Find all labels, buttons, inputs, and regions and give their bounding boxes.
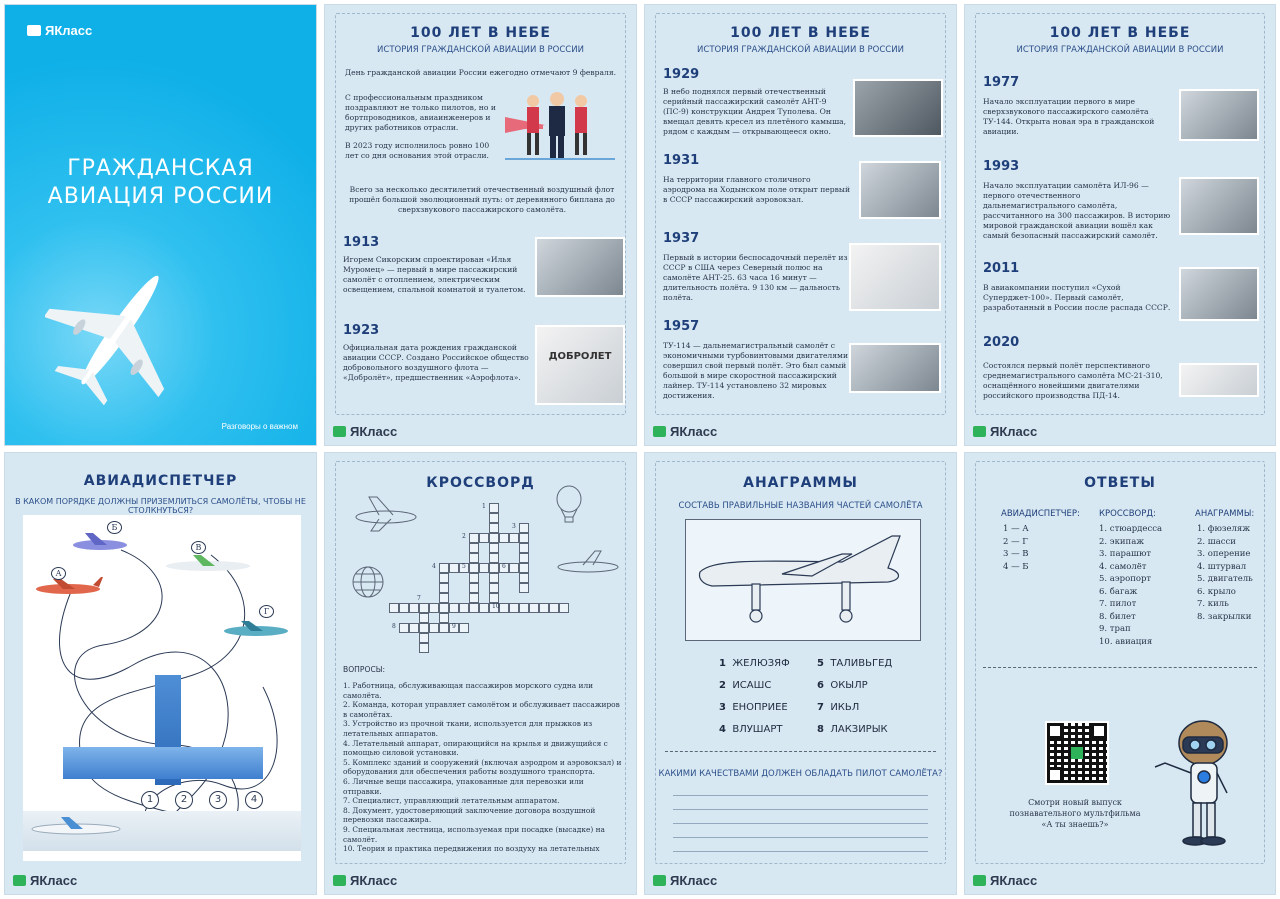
crossword-page [324,452,637,895]
plane-label-b: Б [107,521,122,534]
brand-logo: ЯКласс [653,873,717,888]
event-1923: Официальная дата рождения гражданской авиации СССР. Создано Российское общество добровольного воздушного флота — «Добролёт», предшественник «Аэрофлота». [343,343,529,382]
questions-heading: ВОПРОСЫ: [343,665,386,674]
plane-label-g: Г [259,605,274,618]
year-1937: 1937 [663,231,700,246]
cover-title [5,155,316,211]
intro-text-4: Всего за несколько десятилетий отечественный воздушный флот прошёл большой эволюционный путь: от деревянного биплана до сверхзвукового пассажирского самолёта. [349,185,615,214]
dashed-divider [983,667,1257,668]
book-icon [333,426,346,437]
cover-title-line1: ГРАЖДАНСКАЯ [67,156,254,181]
cover-page [4,4,317,446]
answers-heading-crossword: КРОССВОРД: [1099,509,1156,519]
event-1993: Начало эксплуатации самолёта ИЛ-96 — первого отечественного дальнемагистрального самолёта, рассчитанного на 300 пассажиров. В историю мировой гражданской авиации вошёл как самый безопасный пассажирский самолёт. [983,181,1171,240]
book-icon [973,875,986,886]
intro-text-3: В 2023 году исполнилось ровно 100 лет со дня основания этой отрасли. [345,141,490,160]
answer-line[interactable] [673,837,928,838]
event-1937: Первый в истории беспосадочный перелёт из СССР в США через Северный полюс на самолёте АНТ-25. 63 часа 16 минут — длительность полёта. 9 130 км — дальность полёта. [663,253,848,302]
anagram-left-list [719,653,790,741]
year-1957: 1957 [663,319,700,334]
answers-crossword: 1. стюардесса 2. экипаж 3. парашют 4. самолёт 5. аэропорт 6. багаж 7. пилот 8. билет 9. трап 10. авиация [1099,524,1163,647]
page-title: КРОССВОРД [426,475,535,491]
airplane-icon [71,531,129,557]
event-1957: ТУ-114 — дальнемагистральный самолёт с экономичными турбовинтовыми двигателями совершил свой первый полёт. Это был самый большой в мире скоростной пассажирский лайнер. ТУ-114 установлено 32 мировых достижения. [663,341,849,400]
timeline-page-1 [324,4,637,446]
page-subtitle: ИСТОРИЯ ГРАЖДАНСКОЙ АВИАЦИИ В РОССИИ [697,45,904,55]
robot-mascot-icon [1141,715,1251,865]
runway-number-4: 4 [245,791,263,809]
event-1977: Начало эксплуатации первого в мире сверхзвукового пассажирского самолёта ТУ-144. Открыта новая эра в гражданской авиации. [983,97,1155,136]
cover-logo: ЯКласс [27,23,92,38]
answer-line[interactable] [673,851,928,852]
plane-label-a: А [51,567,66,580]
page-title: 100 ЛЕТ В НЕБЕ [730,25,871,41]
page-subtitle: В КАКОМ ПОРЯДКЕ ДОЛЖНЫ ПРИЗЕМЛИТЬСЯ САМОЛЁТЫ, ЧТОБЫ НЕ СТОЛКНУТЬСЯ? [15,497,306,515]
photo-il-96 [1179,177,1259,235]
anagram-item: 5 ТАЛИВЬГЕД [817,658,893,669]
book-icon [27,25,41,36]
page-title: АНАГРАММЫ [743,475,858,491]
answer-line[interactable] [673,809,928,810]
answer-line[interactable] [673,823,928,824]
book-icon [13,875,26,886]
anagram-item: 7 ИКЬЛ [817,702,860,713]
anagram-item: 6 ОКЫЛР [817,680,868,691]
anagram-item: 4 ВЛУШАРТ [719,724,783,735]
crossword-grid: 1 2 3 4 5 6 7 8 9 10 [389,503,569,659]
answer-line[interactable] [673,795,928,796]
intro-text-2: С профессиональным праздником поздравляют не только пилотов, но и бортпроводников, авиаинженеров и других работников отрасли. [345,93,496,132]
photo-airport-1931 [859,161,941,219]
runway-number-3: 3 [209,791,227,809]
runway-number-2: 2 [175,791,193,809]
anagrams-page [644,452,957,895]
year-2011: 2011 [983,261,1020,276]
answers-heading-controller: АВИАДИСПЕТЧЕР: [1001,509,1080,519]
answers-anagrams: 1. фюзеляж 2. шасси 3. оперение 4. штурвал 5. двигатель 6. крыло 7. киль 8. закрылки [1197,524,1253,622]
airplane-drawing-frame [685,519,921,641]
year-2020: 2020 [983,335,1020,350]
pilot-question: КАКИМИ КАЧЕСТВАМИ ДОЛЖЕН ОБЛАДАТЬ ПИЛОТ САМОЛЁТА? [658,769,943,779]
anagram-item: 2 ИСАШС [719,680,772,691]
timeline-page-2 [644,4,957,446]
year-1977: 1977 [983,75,1020,90]
book-icon [973,426,986,437]
crossword-questions: 1. Работница, обслуживающая пассажиров морского судна или самолёта. 2. Команда, которая управляет самолётом и обслуживает пассажиров в самолётах. 3. Устройство из прочной ткани, используется для прыжков из летательных аппаратов. 4. Летательный аппарат, опирающийся на крылья и движущийся с помощью силовой установки. 5. Комплекс зданий и сооружений (включая аэродром и аэровокзал) и оборудования для обеспечения работы воздушного транспорта. 6. Личные вещи пассажира, упакованные для перевозки или отправки. 7. Специалист, управляющий летательным аппаратом. 8. Документ, удостоверяющий заключение договора воздушной перевозки пассажира. 9. Специальная лестница, используемая при посадке (высадке) на самолёт. 10. Теория и практика передвижения по воздуху на летательных [343,681,622,854]
page-title: 100 ЛЕТ В НЕБЕ [1049,25,1191,41]
anagram-item: 8 ЛАКЗИРЫК [817,724,888,735]
flight-crew-illustration [505,89,615,161]
photo-ilya-muromets [535,237,625,297]
book-icon [333,875,346,886]
answers-heading-anagrams: АНАГРАММЫ: [1195,509,1255,519]
cover-footer: Разговоры о важном [221,422,298,431]
photo-dobrolet-poster: ДОБРОЛЕТ [535,325,625,405]
cover-title-line2: АВИАЦИЯ РОССИИ [47,184,274,209]
book-icon [653,875,666,886]
dashed-divider [665,751,936,752]
globe-icon [351,565,385,599]
runway-number-1: 1 [141,791,159,809]
photo-route-map [849,243,941,311]
event-2011: В авиакомпании поступил «Сухой Суперджет-100». Первый самолёт, разработанный в России после распада СССР. [983,283,1171,312]
anagram-item: 1 ЖЕЛЮЗЯФ [719,658,790,669]
page-title: 100 ЛЕТ В НЕБЕ [410,25,551,41]
photo-ant-9 [853,79,943,137]
answers-controller: 1 — А 2 — Г 3 — В 4 — Б [1003,524,1029,572]
brand-logo: ЯКласс [973,424,1037,439]
brand-logo: ЯКласс [13,873,77,888]
book-icon [653,426,666,437]
timeline-page-3 [964,4,1276,446]
promo-text: Смотри новый выпуск познавательного мультфильма «А ты знаешь?» [1009,798,1141,829]
anagram-item: 3 ЕНОПРИЕЕ [719,702,788,713]
terminal-building [63,747,263,779]
year-1913: 1913 [343,235,380,250]
brand-logo: ЯКласс [973,873,1037,888]
answers-page [964,452,1276,895]
year-1993: 1993 [983,159,1020,174]
year-1929: 1929 [663,67,700,82]
plane-label-v: В [191,541,206,554]
event-1913: Игорем Сикорским спроектирован «Илья Муромец» — первый в мире пассажирский самолёт с отоплением, электрическим освещением, спальной комнатой и туалетом. [343,255,526,294]
airplane-icon [33,577,103,599]
brand-logo: ЯКласс [333,873,397,888]
airplane-icon [221,619,291,641]
page-subtitle: СОСТАВЬ ПРАВИЛЬНЫЕ НАЗВАНИЯ ЧАСТЕЙ САМОЛЁТА [678,501,923,511]
airplane-icon [45,255,195,405]
airplane-icon [692,524,912,634]
page-subtitle: ИСТОРИЯ ГРАЖДАНСКОЙ АВИАЦИИ В РОССИИ [377,45,584,55]
brand-logo: ЯКласс [653,424,717,439]
anagram-right-list [817,653,892,741]
photo-tu-114 [849,343,941,393]
air-traffic-controller-page [4,452,317,895]
intro-text-1: День гражданской авиации России ежегодно отмечают 9 февраля. [345,68,617,77]
page-title: АВИАДИСПЕТЧЕР [83,473,238,489]
page-title: ОТВЕТЫ [1084,475,1156,491]
photo-superjet-100 [1179,267,1259,321]
brand-logo: ЯКласс [333,424,397,439]
photo-ms-21 [1179,363,1259,397]
event-1929: В небо поднялся первый отечественный серийный пассажирский самолёт АНТ-9 (ПС-9) конструкции Андрея Туполева. Он вмещал девять кресел из плетёного камыша, рядом с каждым — открывающееся окно. [663,87,847,136]
maze-area [23,515,301,861]
photo-tu-144 [1179,89,1259,141]
year-1931: 1931 [663,153,700,168]
event-1931: На территории главного столичного аэродрома на Ходынском поле открыт первый в СССР пассажирский аэровокзал. [663,175,851,204]
airplane-icon [29,815,123,839]
airplane-icon [163,553,253,577]
qr-code[interactable] [1045,721,1109,785]
year-1923: 1923 [343,323,380,338]
page-subtitle: ИСТОРИЯ ГРАЖДАНСКОЙ АВИАЦИИ В РОССИИ [1016,45,1224,55]
event-2020: Состоялся первый полёт перспективного среднемагистрального самолёта МС-21-310, оснащённого новейшими двигателями российского производства ПД-14. [983,361,1163,400]
